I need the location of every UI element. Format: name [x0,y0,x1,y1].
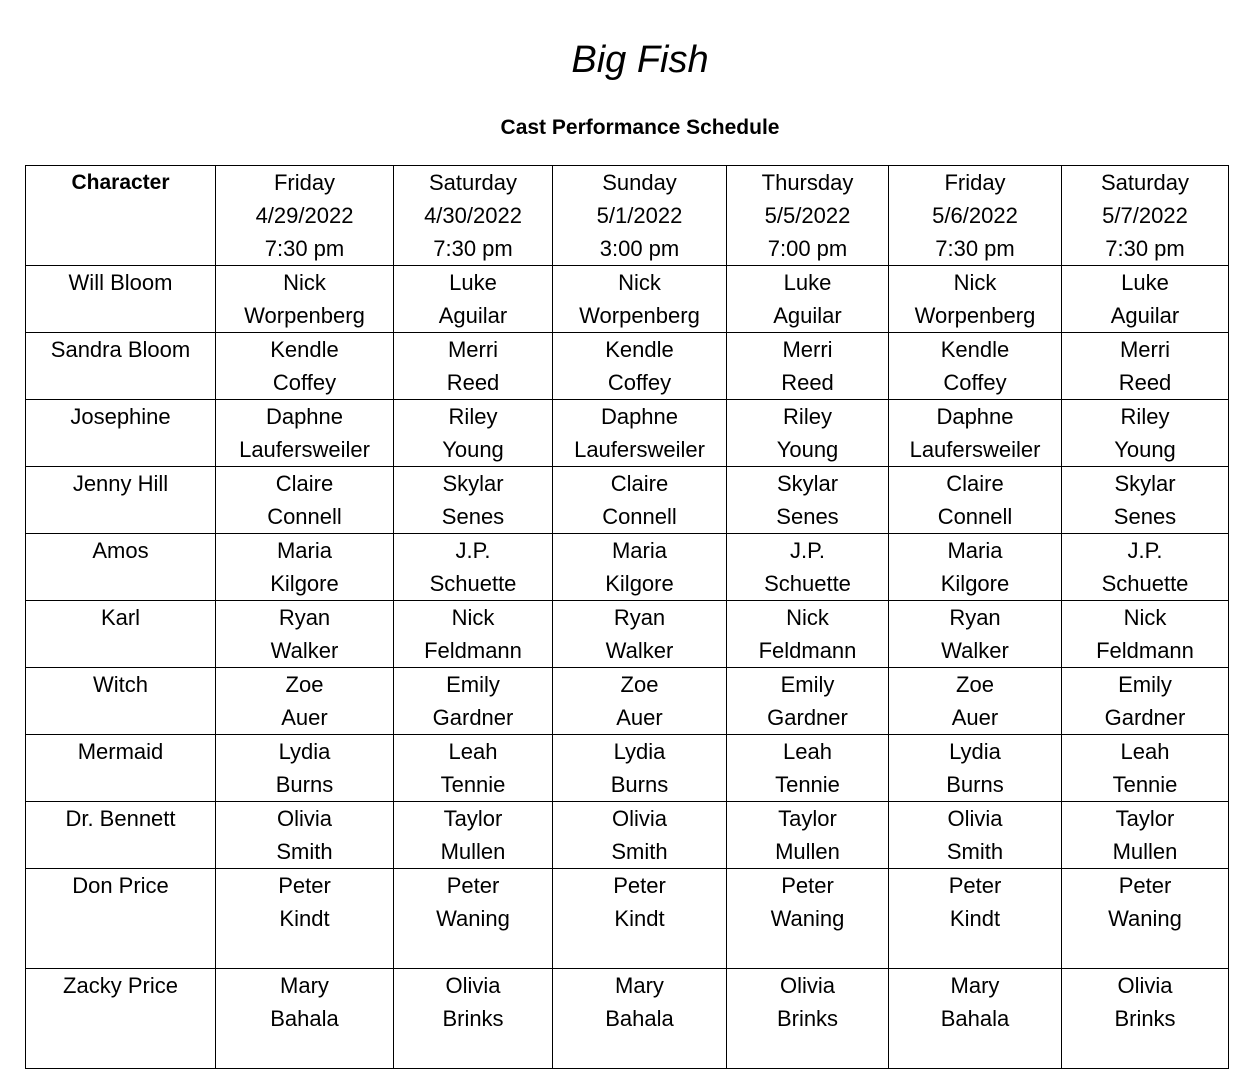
cast-first-name: Zoe [956,672,994,697]
cast-member-cell [553,467,727,534]
cast-member-cell [553,266,727,333]
cast-first-name: Zoe [285,672,324,697]
cast-schedule-table [25,165,1229,1069]
performance-date: 5/1/2022 [596,203,683,228]
cast-first-name: Olivia [779,973,835,998]
cast-first-name: Leah [1120,739,1170,764]
cast-first-name: Riley [783,404,832,429]
cast-member-cell [727,467,889,534]
cast-last-name: Reed [781,370,834,395]
performance-column-header [889,166,1062,266]
cast-last-name: Worpenberg [244,303,365,328]
cast-first-name: Mary [615,973,664,998]
cast-last-name: Mullen [1112,839,1178,864]
cast-member-cell [889,266,1062,333]
performance-column-header [216,166,394,266]
cast-first-name: Peter [948,873,1002,898]
cast-last-name: Coffey [607,370,672,395]
cast-first-name: Emily [446,672,500,697]
cast-member-cell [1062,400,1229,467]
cast-last-name: Schuette [764,571,851,596]
cast-member-cell [394,467,553,534]
cast-member-cell [394,333,553,400]
cast-member-cell [394,601,553,668]
cast-first-name: Nick [618,270,661,295]
character-name: Mermaid [26,735,216,802]
cast-member-cell [727,969,889,1069]
cast-last-name: Gardner [1104,705,1186,730]
cast-member-cell [727,534,889,601]
cast-first-name: Olivia [611,806,667,831]
cast-member-cell [216,869,394,969]
document-subtitle: Cast Performance Schedule [500,116,780,139]
table-row [26,802,1229,869]
cast-last-name: Kindt [949,906,1001,931]
cast-member-cell [889,735,1062,802]
performance-time: 3:00 pm [599,236,680,261]
cast-last-name: Brinks [1114,1006,1176,1031]
cast-last-name: Aguilar [438,303,508,328]
character-name: Karl [26,601,216,668]
cast-first-name: Mary [950,973,1000,998]
performance-time: 7:30 pm [264,236,345,261]
cast-last-name: Worpenberg [914,303,1036,328]
cast-member-cell [889,333,1062,400]
cast-first-name: Riley [1120,404,1170,429]
cast-first-name: Taylor [443,806,503,831]
cast-first-name: Nick [451,605,495,630]
cast-first-name: Maria [276,538,332,563]
cast-first-name: Merri [782,337,833,362]
cast-member-cell [216,668,394,735]
table-row [26,333,1229,400]
cast-member-cell [394,869,553,969]
cast-first-name: Kendle [940,337,1010,362]
cast-last-name: Young [442,437,504,462]
cast-first-name: Ryan [278,605,331,630]
cast-member-cell [1062,869,1229,969]
cast-member-cell [889,601,1062,668]
cast-first-name: Nick [1123,605,1167,630]
cast-last-name: Feldmann [758,638,857,663]
cast-member-cell [727,802,889,869]
cast-last-name: Laufersweiler [239,437,370,462]
cast-first-name: Peter [278,873,331,898]
cast-first-name: Ryan [613,605,666,630]
cast-member-cell [216,534,394,601]
cast-member-cell [216,400,394,467]
cast-last-name: Schuette [1101,571,1189,596]
cast-member-cell [553,869,727,969]
cast-first-name: J.P. [455,538,491,563]
cast-first-name: Daphne [936,404,1014,429]
cast-last-name: Burns [610,772,669,797]
cast-last-name: Laufersweiler [574,437,705,462]
cast-first-name: Skylar [1114,471,1176,496]
cast-first-name: Daphne [600,404,679,429]
character-name: Don Price [26,869,216,969]
character-name: Josephine [26,400,216,467]
cast-last-name: Reed [1118,370,1172,395]
cast-last-name: Brinks [776,1006,839,1031]
cast-last-name: Senes [441,504,505,529]
cast-member-cell [394,735,553,802]
cast-member-cell [216,802,394,869]
cast-first-name: Leah [448,739,498,764]
cast-member-cell [727,601,889,668]
cast-member-cell [727,735,889,802]
cast-last-name: Smith [946,839,1004,864]
cast-first-name: Olivia [445,973,501,998]
cast-last-name: Kilgore [270,571,339,596]
cast-member-cell [1062,333,1229,400]
character-column-header: Character [26,166,216,266]
cast-member-cell [553,400,727,467]
table-row [26,869,1229,969]
table-row [26,266,1229,333]
cast-last-name: Walker [270,638,339,663]
cast-member-cell [216,266,394,333]
cast-last-name: Coffey [943,370,1007,395]
cast-first-name: Leah [783,739,832,764]
cast-first-name: Taylor [778,806,837,831]
cast-first-name: Luke [783,270,832,295]
cast-member-cell [727,400,889,467]
cast-first-name: Olivia [1117,973,1173,998]
table-row [26,601,1229,668]
cast-member-cell [216,969,394,1069]
cast-last-name: Aguilar [1110,303,1180,328]
cast-member-cell [216,735,394,802]
cast-first-name: Kendle [605,337,674,362]
performance-date: 5/5/2022 [764,203,851,228]
cast-member-cell [553,601,727,668]
cast-last-name: Connell [602,504,677,529]
cast-last-name: Burns [275,772,334,797]
cast-last-name: Kilgore [605,571,674,596]
cast-first-name: Mary [280,973,329,998]
cast-first-name: Zoe [620,672,659,697]
cast-last-name: Aguilar [773,303,842,328]
performance-date: 5/7/2022 [1102,203,1188,228]
cast-last-name: Waning [436,906,510,931]
cast-member-cell [394,668,553,735]
cast-last-name: Auer [616,705,663,730]
performance-time: 7:00 pm [767,236,848,261]
cast-member-cell [1062,601,1229,668]
cast-last-name: Connell [937,504,1013,529]
cast-last-name: Kilgore [940,571,1010,596]
cast-member-cell [394,969,553,1069]
cast-member-cell [889,802,1062,869]
performance-date: 5/6/2022 [932,203,1018,228]
cast-first-name: Nick [786,605,829,630]
table-row [26,534,1229,601]
cast-member-cell [889,969,1062,1069]
cast-member-cell [727,869,889,969]
cast-first-name: Emily [1118,672,1172,697]
cast-first-name: Taylor [1115,806,1175,831]
cast-member-cell [1062,668,1229,735]
performance-time: 7:30 pm [935,236,1015,261]
cast-member-cell [1062,969,1229,1069]
cast-member-cell [889,869,1062,969]
cast-first-name: Peter [781,873,834,898]
performance-day: Thursday [761,170,854,195]
cast-last-name: Waning [1108,906,1182,931]
performance-day: Saturday [428,170,518,195]
cast-last-name: Walker [941,638,1009,663]
table-row [26,668,1229,735]
cast-last-name: Coffey [272,370,337,395]
cast-last-name: Walker [605,638,674,663]
cast-last-name: Mullen [775,839,840,864]
cast-member-cell [1062,735,1229,802]
performance-time: 7:30 pm [433,236,513,261]
cast-member-cell [727,668,889,735]
cast-first-name: Peter [446,873,500,898]
cast-last-name: Waning [770,906,845,931]
cast-last-name: Brinks [442,1006,504,1031]
performance-date: 4/30/2022 [424,203,522,228]
character-name: Jenny Hill [26,467,216,534]
cast-first-name: Skylar [442,471,504,496]
cast-last-name: Bahala [270,1006,339,1031]
character-name: Amos [26,534,216,601]
cast-last-name: Feldmann [1096,638,1194,663]
cast-member-cell [216,333,394,400]
cast-member-cell [394,534,553,601]
cast-member-cell [553,735,727,802]
cast-member-cell [727,266,889,333]
cast-first-name: Merri [1119,337,1171,362]
cast-last-name: Tennie [440,772,506,797]
performance-day: Sunday [602,170,677,195]
table-row [26,969,1229,1069]
cast-member-cell [394,802,553,869]
cast-first-name: Peter [613,873,666,898]
character-name: Dr. Bennett [26,802,216,869]
cast-last-name: Auer [281,705,328,730]
cast-last-name: Bahala [940,1006,1010,1031]
character-name: Zacky Price [26,969,216,1069]
cast-last-name: Gardner [767,705,848,730]
cast-member-cell [394,400,553,467]
cast-first-name: Nick [283,270,326,295]
cast-first-name: Riley [448,404,498,429]
cast-first-name: Claire [275,471,334,496]
cast-member-cell [553,969,727,1069]
performance-day: Friday [273,170,336,195]
table-row [26,735,1229,802]
cast-member-cell [553,668,727,735]
cast-first-name: Olivia [276,806,332,831]
cast-first-name: Luke [1121,270,1169,295]
cast-member-cell [553,802,727,869]
cast-last-name: Connell [267,504,342,529]
table-row [26,467,1229,534]
cast-member-cell [889,467,1062,534]
performance-column-header [727,166,889,266]
cast-member-cell [553,534,727,601]
cast-last-name: Reed [446,370,500,395]
cast-member-cell [889,400,1062,467]
cast-last-name: Young [776,437,839,462]
cast-first-name: Ryan [949,605,1001,630]
cast-first-name: Skylar [776,471,839,496]
cast-last-name: Burns [946,772,1004,797]
table-row [26,400,1229,467]
document-title: Big Fish [571,39,709,81]
performance-day: Saturday [1100,170,1190,195]
cast-first-name: J.P. [1127,538,1163,563]
cast-last-name: Smith [611,839,668,864]
cast-last-name: Schuette [429,571,517,596]
cast-last-name: Smith [276,839,333,864]
cast-first-name: Nick [953,270,997,295]
cast-member-cell [553,333,727,400]
cast-member-cell [889,534,1062,601]
cast-last-name: Mullen [440,839,506,864]
cast-last-name: Young [1114,437,1176,462]
cast-last-name: Laufersweiler [909,437,1041,462]
cast-last-name: Gardner [432,705,514,730]
cast-first-name: Emily [780,672,835,697]
performance-day: Friday [944,170,1006,195]
cast-last-name: Auer [951,705,999,730]
cast-member-cell [727,333,889,400]
cast-member-cell [1062,266,1229,333]
cast-last-name: Bahala [605,1006,674,1031]
table-body [26,266,1229,1069]
cast-first-name: Olivia [947,806,1003,831]
cast-last-name: Tennie [775,772,840,797]
cast-member-cell [216,601,394,668]
cast-member-cell [889,668,1062,735]
cast-first-name: Claire [946,471,1004,496]
cast-first-name: Claire [610,471,669,496]
cast-last-name: Worpenberg [579,303,700,328]
cast-last-name: Senes [1113,504,1177,529]
cast-first-name: Peter [1118,873,1172,898]
cast-member-cell [1062,467,1229,534]
cast-first-name: J.P. [789,538,826,563]
table-header-row [26,166,1229,266]
cast-first-name: Lydia [278,739,331,764]
cast-last-name: Kindt [279,906,330,931]
character-name: Sandra Bloom [26,333,216,400]
cast-first-name: Kendle [270,337,339,362]
cast-last-name: Feldmann [424,638,522,663]
character-name: Will Bloom [26,266,216,333]
cast-member-cell [394,266,553,333]
cast-member-cell [1062,534,1229,601]
cast-last-name: Tennie [1112,772,1178,797]
cast-first-name: Daphne [265,404,344,429]
performance-column-header [394,166,553,266]
performance-date: 4/29/2022 [255,203,354,228]
cast-first-name: Lydia [949,739,1001,764]
cast-first-name: Lydia [613,739,666,764]
performance-time: 7:30 pm [1105,236,1185,261]
cast-member-cell [216,467,394,534]
cast-first-name: Maria [947,538,1003,563]
performance-column-header [553,166,727,266]
cast-last-name: Senes [776,504,839,529]
performance-column-header [1062,166,1229,266]
cast-first-name: Luke [449,270,497,295]
cast-last-name: Kindt [614,906,665,931]
character-name: Witch [26,668,216,735]
cast-first-name: Merri [447,337,499,362]
cast-first-name: Maria [611,538,667,563]
cast-member-cell [1062,802,1229,869]
